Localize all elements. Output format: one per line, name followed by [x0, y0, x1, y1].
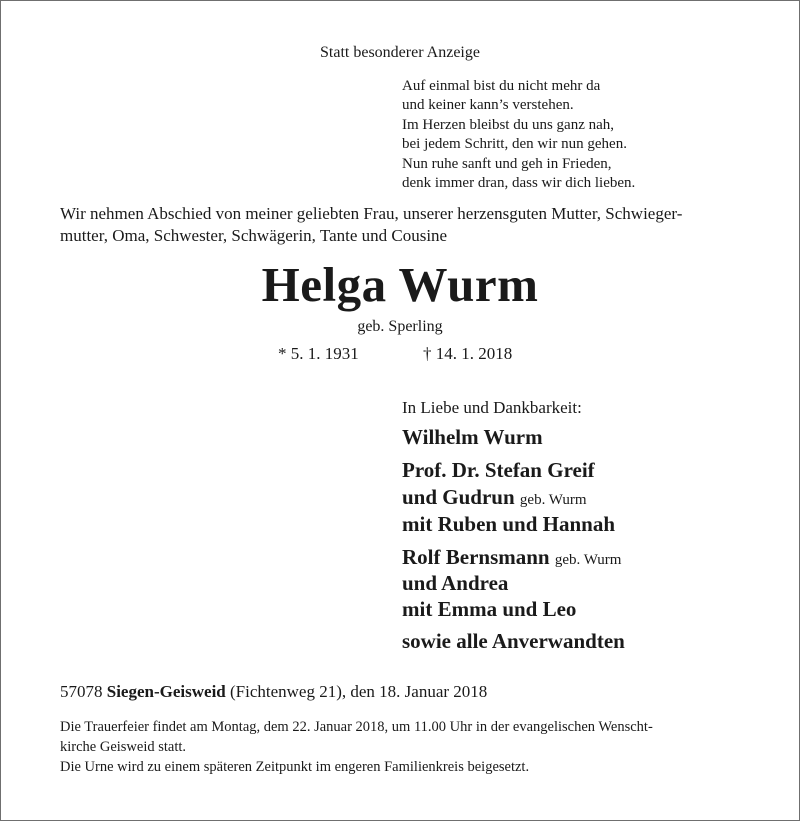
- mourner-name: Wilhelm Wurm: [402, 425, 543, 449]
- mourner-name: sowie alle Anverwandten: [402, 629, 625, 653]
- thanks-line: In Liebe und Dankbarkeit:: [402, 398, 582, 417]
- mourner-name: Prof. Dr. Stefan Greif: [402, 458, 595, 482]
- birth-date: * 5. 1. 1931: [278, 344, 359, 363]
- poem-line: Im Herzen bleibst du uns ganz nah,: [402, 116, 615, 133]
- mourner-name: mit Ruben und Hannah: [402, 512, 616, 536]
- zip-code: 57078: [60, 682, 103, 701]
- poem: [402, 77, 635, 193]
- poem-line: Nun ruhe sanft und geh in Frieden,: [402, 155, 612, 172]
- street-date: (Fichtenweg 21), den 18. Januar 2018: [230, 682, 488, 701]
- poem-line: bei jedem Schritt, den wir nun gehen.: [402, 136, 627, 153]
- mourner-note: geb. Wurm: [554, 552, 622, 568]
- deceased-name: Helga Wurm: [261, 257, 539, 312]
- intro-line: Wir nehmen Abschied von meiner geliebten Frau, unserer herzensguten Mutter, Schwieger-: [60, 204, 683, 223]
- mourner-name-text: und Gudrun: [402, 485, 515, 509]
- mourner-name: [402, 545, 621, 570]
- place-date-line: [60, 682, 487, 702]
- mourner-name: [402, 485, 587, 510]
- mourner-name: mit Emma und Leo: [402, 597, 577, 621]
- notice-header: Statt besonderer Anzeige: [320, 44, 480, 61]
- service-info: [60, 718, 653, 757]
- service-line: Die Trauerfeier findet am Montag, dem 22. Januar 2018, um 11.00 Uhr in der evangelischen Wenscht-: [60, 719, 653, 735]
- mourner-note: geb. Wurm: [519, 492, 587, 508]
- intro-line: mutter, Oma, Schwester, Schwägerin, Tante und Cousine: [60, 226, 448, 245]
- intro-text: [60, 203, 682, 247]
- poem-line: und keiner kann’s verstehen.: [402, 97, 574, 114]
- poem-line: Auf einmal bist du nicht mehr da: [402, 78, 601, 94]
- mourner-name-text: Rolf Bernsmann: [402, 545, 550, 569]
- mourner-name: und Andrea: [402, 571, 509, 595]
- poem-line: denk immer dran, dass wir dich lieben.: [402, 175, 636, 192]
- maiden-name: geb. Sperling: [357, 318, 443, 335]
- city: Siegen-Geisweid: [106, 682, 226, 701]
- service-line: kirche Geisweid statt.: [60, 738, 187, 755]
- death-date: † 14. 1. 2018: [423, 344, 513, 363]
- urn-info: Die Urne wird zu einem späteren Zeitpunkt im engeren Familienkreis beigesetzt.: [60, 759, 530, 775]
